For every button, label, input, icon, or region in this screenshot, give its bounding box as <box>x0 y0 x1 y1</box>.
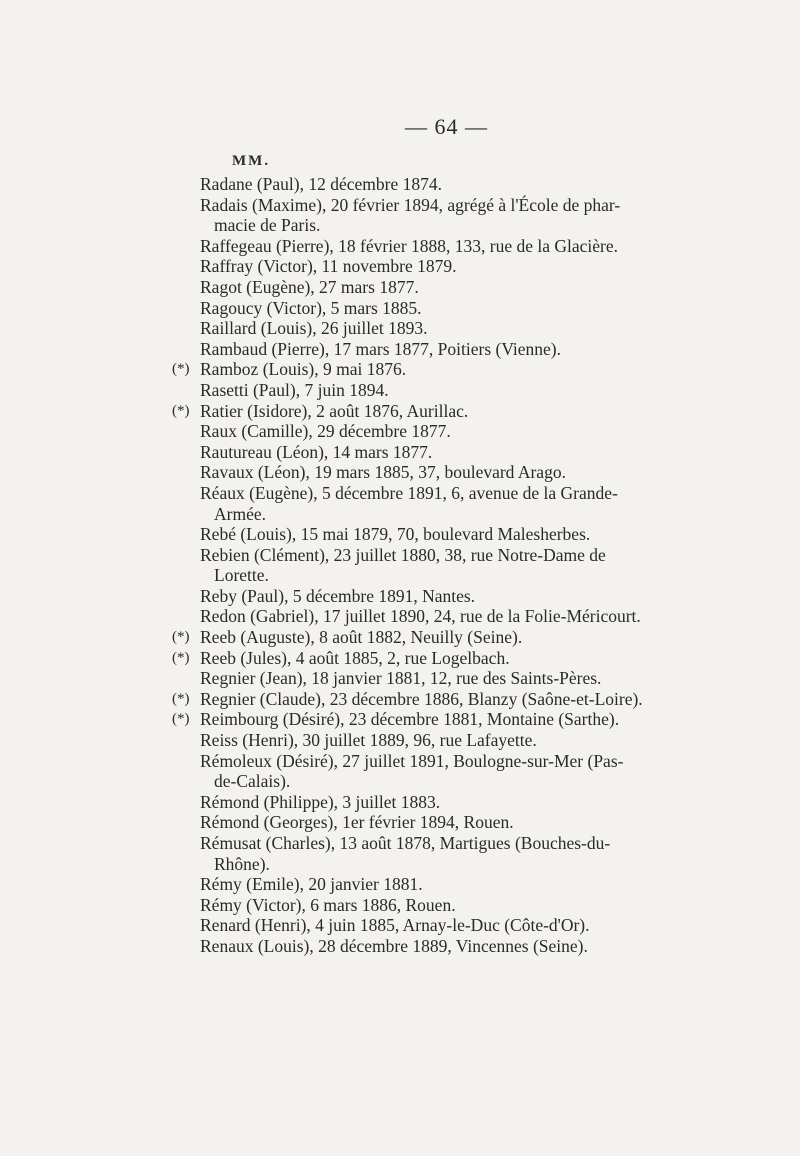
entry-text: Rémoleux (Désiré), 27 juillet 1891, Boulogne-sur-Mer (Pas- <box>200 750 624 771</box>
list-item <box>0 668 800 689</box>
asterisk-marker: (*) <box>172 402 190 419</box>
entry-text: Ratier (Isidore), 2 août 1876, Aurillac. <box>200 400 469 421</box>
list-item <box>0 709 800 730</box>
list-item <box>0 236 800 257</box>
entry-text: Redon (Gabriel), 17 juillet 1890, 24, rue de la Folie-Méricourt. <box>200 606 641 627</box>
list-item <box>0 256 800 277</box>
entry-text: Rémy (Emile), 20 janvier 1881. <box>200 874 423 895</box>
entry-text: Regnier (Claude), 23 décembre 1886, Blanzy (Saône-et-Loire). <box>200 688 643 709</box>
list-item <box>0 854 800 875</box>
asterisk-marker: (*) <box>172 649 190 666</box>
list-item <box>0 606 800 627</box>
list-item <box>0 915 800 936</box>
asterisk-marker: (*) <box>172 361 190 378</box>
list-item <box>0 565 800 586</box>
entry-text: Raux (Camille), 29 décembre 1877. <box>200 421 451 442</box>
entry-text: Rémond (Georges), 1er février 1894, Rouen. <box>200 812 514 833</box>
entry-text: Réaux (Eugène), 5 décembre 1891, 6, avenue de la Grande- <box>200 482 618 503</box>
entry-text: Raffegeau (Pierre), 18 février 1888, 133, rue de la Glacière. <box>200 235 619 256</box>
entry-text: Rautureau (Léon), 14 mars 1877. <box>200 441 433 462</box>
list-item <box>0 483 800 504</box>
list-item <box>0 833 800 854</box>
list-item <box>0 462 800 483</box>
list-item <box>0 504 800 525</box>
list-item <box>0 442 800 463</box>
list-item <box>0 298 800 319</box>
entry-text: Armée. <box>214 503 266 524</box>
list-item <box>0 524 800 545</box>
entry-text: Radane (Paul), 12 décembre 1874. <box>200 174 443 194</box>
asterisk-marker: (*) <box>172 629 190 646</box>
entry-text: Reeb (Jules), 4 août 1885, 2, rue Logelbach. <box>200 647 510 668</box>
entry-text: Rémond (Philippe), 3 juillet 1883. <box>200 791 441 812</box>
list-item <box>0 174 800 195</box>
entry-text: Reeb (Auguste), 8 août 1882, Neuilly (Seine). <box>200 627 523 648</box>
entry-text: Rambaud (Pierre), 17 mars 1877, Poitiers (Vienne). <box>200 338 562 359</box>
asterisk-marker: (*) <box>172 711 190 728</box>
entry-text: Reby (Paul), 5 décembre 1891, Nantes. <box>200 585 476 606</box>
list-item <box>0 401 800 422</box>
entry-text: Renaux (Louis), 28 décembre 1889, Vincennes (Seine). <box>200 935 588 956</box>
list-item <box>0 771 800 792</box>
list-item <box>0 792 800 813</box>
entry-text: Lorette. <box>214 565 269 586</box>
list-item <box>0 195 800 216</box>
list-item <box>0 895 800 916</box>
entry-text: Radais (Maxime), 20 février 1894, agrégé à l'École de phar- <box>200 194 621 215</box>
entry-text: Rémy (Victor), 6 mars 1886, Rouen. <box>200 894 456 915</box>
entry-text: de-Calais). <box>214 771 291 792</box>
entry-text: Raillard (Louis), 26 juillet 1893. <box>200 318 428 339</box>
entry-text: Rhône). <box>214 853 270 874</box>
list-item <box>0 421 800 442</box>
entry-text: Ragoucy (Victor), 5 mars 1885. <box>200 297 422 318</box>
list-item <box>0 648 800 669</box>
entry-text: Ravaux (Léon), 19 mars 1885, 37, boulevard Arago. <box>200 462 566 483</box>
entries-list <box>0 174 800 957</box>
entry-text: Reiss (Henri), 30 juillet 1889, 96, rue Lafayette. <box>200 730 537 751</box>
list-item <box>0 874 800 895</box>
entry-text: Rémusat (Charles), 13 août 1878, Martigues (Bouches-du- <box>200 833 611 853</box>
list-item <box>0 936 800 957</box>
list-item <box>0 545 800 566</box>
page-heading: MM. <box>232 153 271 169</box>
entry-text: Raffray (Victor), 11 novembre 1879. <box>200 256 457 277</box>
entry-text: Rasetti (Paul), 7 juin 1894. <box>200 379 389 400</box>
entry-text: Ramboz (Louis), 9 mai 1876. <box>200 359 407 380</box>
list-item <box>0 627 800 648</box>
list-item <box>0 339 800 360</box>
list-item <box>0 689 800 710</box>
list-item <box>0 812 800 833</box>
entry-text: Regnier (Jean), 18 janvier 1881, 12, rue des Saints-Pères. <box>200 668 602 689</box>
list-item <box>0 215 800 236</box>
asterisk-marker: (*) <box>172 690 190 707</box>
entry-text: Rebien (Clément), 23 juillet 1880, 38, rue Notre-Dame de <box>200 544 606 565</box>
list-item <box>0 751 800 772</box>
entry-text: macie de Paris. <box>214 215 321 236</box>
entry-text: Rebé (Louis), 15 mai 1879, 70, boulevard Malesherbes. <box>200 524 591 545</box>
entry-text: Ragot (Eugène), 27 mars 1877. <box>200 276 419 297</box>
list-item <box>0 318 800 339</box>
page-number: — 64 — <box>405 114 488 139</box>
list-item <box>0 586 800 607</box>
list-item <box>0 277 800 298</box>
entry-text: Reimbourg (Désiré), 23 décembre 1881, Montaine (Sarthe). <box>200 709 620 730</box>
list-item <box>0 730 800 751</box>
list-item <box>0 359 800 380</box>
entry-text: Renard (Henri), 4 juin 1885, Arnay-le-Duc (Côte-d'Or). <box>200 915 590 936</box>
list-item <box>0 380 800 401</box>
